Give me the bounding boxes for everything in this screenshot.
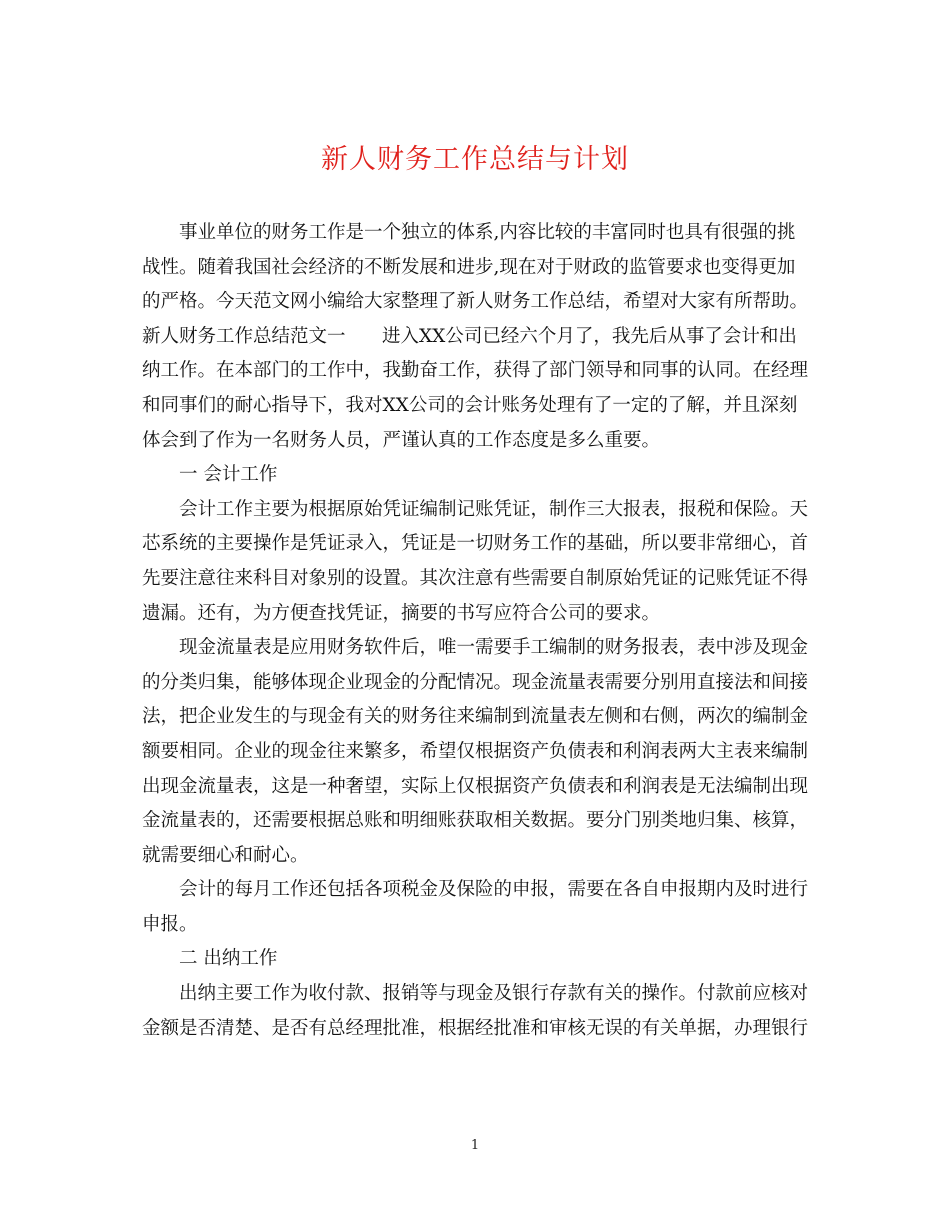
paragraph-line: 先要注意往来科目对象别的设置。其次注意有些需要自制原始凭证的记账凭证不得: [142, 567, 809, 589]
paragraph-line: 的严格。今天范文网小编给大家整理了新人财务工作总结，希望对大家有所帮助。: [142, 291, 809, 313]
paragraph-line: 进入XX公司已经六个月了，我先后从事了会计和出: [382, 325, 797, 347]
paragraph-line: 纳工作。在本部门的工作中，我勤奋工作，获得了部门领导和同事的认同。在经理: [142, 360, 809, 382]
paragraph-line: 战性。随着我国社会经济的不断发展和进步,现在对于财政的监管要求也变得更加: [142, 256, 796, 278]
page-number: 1: [470, 1138, 480, 1153]
paragraph-line: 现金流量表是应用财务软件后，唯一需要手工编制的财务报表，表中涉及现金: [179, 637, 809, 659]
paragraph-line: 金额是否清楚、是否有总经理批准，根据经批准和审核无误的有关单据，办理银行: [142, 1017, 809, 1039]
section-heading-inline: 新人财务工作总结范文一: [142, 325, 346, 347]
paragraph-line: 和同事们的耐心指导下，我对XX公司的会计账务处理有了一定的了解，并且深刻: [142, 394, 798, 416]
paragraph-line: 金流量表的，还需要根据总账和明细账获取相关数据。要分门别类地归集、核算，: [142, 810, 809, 832]
paragraph-line-split: [142, 320, 812, 355]
document-body: [142, 216, 812, 1046]
section-heading: 一 会计工作: [179, 464, 278, 486]
paragraph-line: 出纳主要工作为收付款、报销等与现金及银行存款有关的操作。付款前应核对: [179, 983, 809, 1005]
paragraph-line: 芯系统的主要操作是凭证录入，凭证是一切财务工作的基础，所以要非常细心，首: [142, 533, 809, 555]
document-title: 新人财务工作总结与计划: [321, 144, 629, 175]
paragraph-line: 的分类归集，能够体现企业现金的分配情况。现金流量表需要分别用直接法和间接: [142, 671, 809, 693]
section-heading: 二 出纳工作: [179, 948, 278, 970]
paragraph-line: 会计工作主要为根据原始凭证编制记账凭证，制作三大报表，报税和保险。天: [179, 498, 809, 520]
paragraph-line: 申报。: [142, 913, 198, 935]
paragraph-line: 就需要细心和耐心。: [142, 844, 309, 866]
paragraph-line: 遗漏。还有，为方便查找凭证，摘要的书写应符合公司的要求。: [142, 602, 661, 624]
paragraph-line: 法，把企业发生的与现金有关的财务往来编制到流量表左侧和右侧，两次的编制金: [142, 706, 809, 728]
paragraph-line: 会计的每月工作还包括各项税金及保险的申报，需要在各自申报期内及时进行: [179, 879, 809, 901]
paragraph-line: 额要相同。企业的现金往来繁多，希望仅根据资产负债表和利润表两大主表来编制: [142, 740, 809, 762]
paragraph-line: 出现金流量表，这是一种奢望，实际上仅根据资产负债表和利润表是无法编制出现: [142, 775, 809, 797]
paragraph-line: 体会到了作为一名财务人员，严谨认真的工作态度是多么重要。: [142, 429, 661, 451]
paragraph-line: 事业单位的财务工作是一个独立的体系,内容比较的丰富同时也具有很强的挑: [179, 222, 796, 243]
